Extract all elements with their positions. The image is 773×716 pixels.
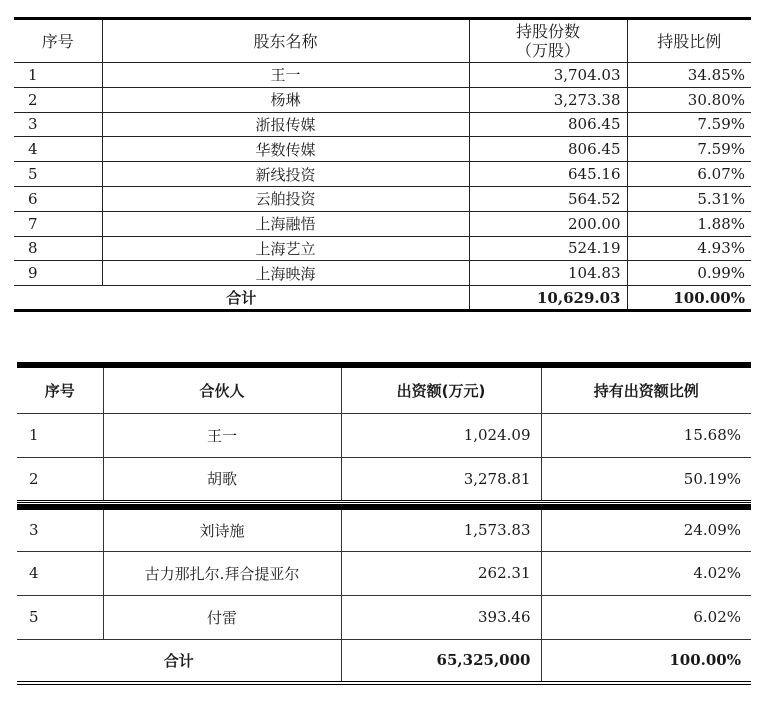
cell-seq: 5	[17, 595, 103, 639]
cell-ratio: 15.68%	[541, 413, 751, 457]
cell-seq: 1	[17, 413, 103, 457]
header-capital-ratio: 持有出资额比例	[541, 365, 751, 413]
cell-name: 华数传媒	[102, 137, 469, 162]
table-row	[17, 595, 751, 639]
header-shares-line2: （万股）	[515, 41, 580, 60]
total-shares: 10,629.03	[469, 286, 627, 311]
cell-partner: 刘诗施	[103, 507, 341, 551]
table-row	[17, 413, 751, 457]
table-row	[17, 457, 751, 501]
total-label: 合计	[14, 286, 469, 311]
cell-name: 新线投资	[102, 162, 469, 187]
shareholder-header-row	[14, 19, 751, 63]
cell-capital: 3,278.81	[341, 457, 541, 501]
cell-seq: 5	[14, 162, 102, 187]
table-row	[14, 211, 751, 236]
header-capital: 出资额(万元)	[341, 365, 541, 413]
cell-name: 云舶投资	[102, 186, 469, 211]
table-row	[14, 63, 751, 88]
header-shareholder-name: 股东名称	[102, 19, 469, 63]
cell-capital: 262.31	[341, 551, 541, 595]
table-row	[14, 162, 751, 187]
cell-seq: 3	[14, 112, 102, 137]
cell-seq: 6	[14, 186, 102, 211]
cell-shares: 200.00	[469, 211, 627, 236]
cell-ratio: 34.85%	[627, 63, 751, 88]
cell-shares: 104.83	[469, 261, 627, 286]
cell-ratio: 6.02%	[541, 595, 751, 639]
cell-ratio: 0.99%	[627, 261, 751, 286]
cell-ratio: 7.59%	[627, 112, 751, 137]
cell-ratio: 5.31%	[627, 186, 751, 211]
shareholder-table	[14, 17, 751, 312]
header-shares-line1: 持股份数	[515, 22, 580, 41]
partner-table	[17, 362, 751, 685]
cell-shares: 524.19	[469, 236, 627, 261]
cell-name: 上海映海	[102, 261, 469, 286]
partner-table-wrapper	[17, 362, 751, 685]
total-capital: 65,325,000	[341, 639, 541, 683]
cell-partner: 古力那扎尔.拜合提亚尔	[103, 551, 341, 595]
cell-shares: 3,704.03	[469, 63, 627, 88]
cell-name: 上海艺立	[102, 236, 469, 261]
table-row	[14, 236, 751, 261]
cell-shares: 3,273.38	[469, 87, 627, 112]
cell-seq: 3	[17, 507, 103, 551]
cell-seq: 2	[17, 457, 103, 501]
cell-name: 上海融悟	[102, 211, 469, 236]
partner-header-row	[17, 365, 751, 413]
cell-seq: 4	[17, 551, 103, 595]
cell-capital: 393.46	[341, 595, 541, 639]
total-label: 合计	[17, 639, 341, 683]
cell-capital: 1,573.83	[341, 507, 541, 551]
table-row	[14, 261, 751, 286]
cell-partner: 胡歌	[103, 457, 341, 501]
cell-name: 杨琳	[102, 87, 469, 112]
cell-seq: 4	[14, 137, 102, 162]
cell-seq: 1	[14, 63, 102, 88]
cell-ratio: 24.09%	[541, 507, 751, 551]
table-row	[14, 137, 751, 162]
table-row	[17, 507, 751, 551]
cell-seq: 8	[14, 236, 102, 261]
total-ratio: 100.00%	[627, 286, 751, 311]
cell-partner: 王一	[103, 413, 341, 457]
cell-shares: 806.45	[469, 112, 627, 137]
header-seq: 序号	[17, 365, 103, 413]
header-partner: 合伙人	[103, 365, 341, 413]
cell-shares: 806.45	[469, 137, 627, 162]
cell-name: 浙报传媒	[102, 112, 469, 137]
table-row	[14, 87, 751, 112]
cell-ratio: 6.07%	[627, 162, 751, 187]
total-row	[17, 639, 751, 683]
cell-ratio: 50.19%	[541, 457, 751, 501]
cell-ratio: 4.02%	[541, 551, 751, 595]
cell-ratio: 4.93%	[627, 236, 751, 261]
table-row	[14, 112, 751, 137]
header-ratio: 持股比例	[627, 19, 751, 63]
cell-capital: 1,024.09	[341, 413, 541, 457]
total-row	[14, 286, 751, 311]
cell-shares: 564.52	[469, 186, 627, 211]
table-row	[17, 551, 751, 595]
cell-shares: 645.16	[469, 162, 627, 187]
table-row	[14, 186, 751, 211]
cell-name: 王一	[102, 63, 469, 88]
cell-seq: 9	[14, 261, 102, 286]
cell-seq: 7	[14, 211, 102, 236]
cell-partner: 付雷	[103, 595, 341, 639]
cell-ratio: 30.80%	[627, 87, 751, 112]
cell-seq: 2	[14, 87, 102, 112]
cell-ratio: 1.88%	[627, 211, 751, 236]
cell-ratio: 7.59%	[627, 137, 751, 162]
header-seq: 序号	[14, 19, 102, 63]
total-ratio: 100.00%	[541, 639, 751, 683]
header-shares	[469, 19, 627, 63]
